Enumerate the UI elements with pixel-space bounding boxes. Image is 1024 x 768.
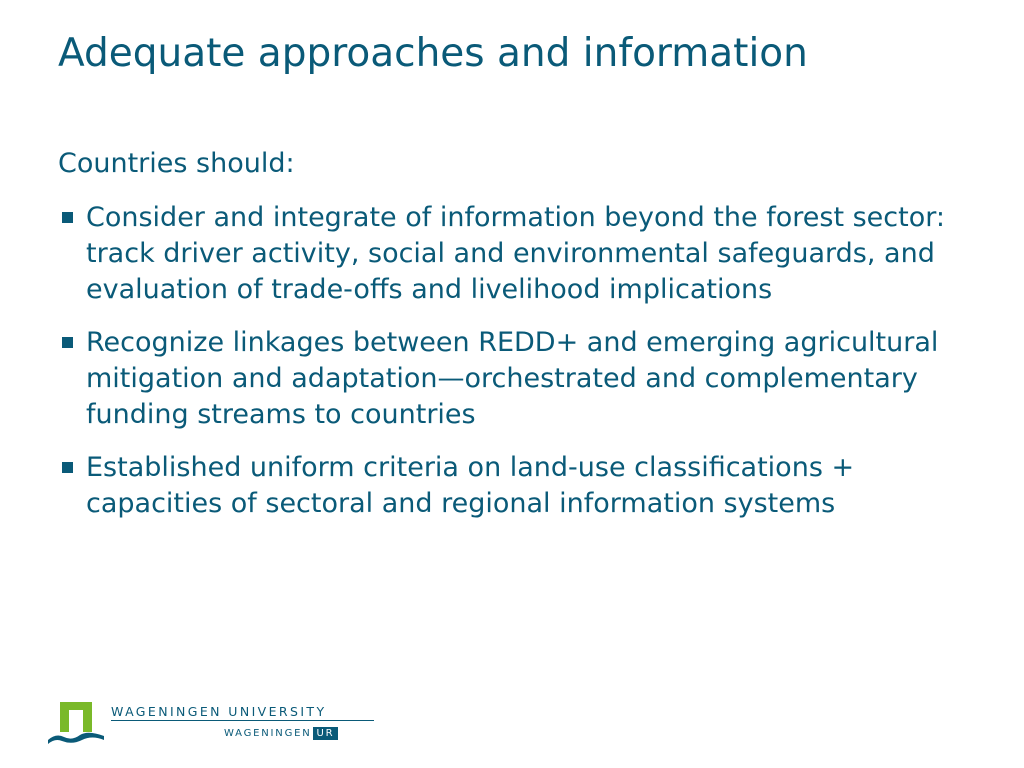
slide-title: Adequate approaches and information: [58, 31, 808, 76]
bullet-list: [58, 200, 988, 539]
logo-ur-badge: UR: [313, 727, 339, 740]
square-bullet-icon: [62, 337, 73, 348]
logo-ur-text: [224, 726, 338, 740]
bullet-text: Established uniform criteria on land-use classifications + capacities of sectoral and regional information systems: [86, 452, 855, 519]
bullet-text: Recognize linkages between REDD+ and emerging agricultural mitigation and adaptation—orchestrated and complementary funding streams to countries: [86, 327, 939, 430]
bullet-item: [58, 450, 988, 522]
wageningen-logo-icon: [46, 700, 106, 746]
university-logo: [46, 700, 376, 750]
intro-text: Countries should:: [58, 148, 295, 179]
square-bullet-icon: [62, 212, 73, 223]
logo-wageningen-text: WAGENINGEN: [224, 727, 312, 739]
bullet-text: Consider and integrate of information beyond the forest sector: track driver activity, social and environmental safeguards, and evaluation of trade-offs and livelihood implications: [86, 202, 945, 305]
logo-divider: [111, 720, 374, 721]
square-bullet-icon: [62, 462, 73, 473]
logo-university-text: WAGENINGEN UNIVERSITY: [111, 704, 327, 719]
bullet-item: [58, 325, 988, 433]
bullet-item: [58, 200, 988, 308]
